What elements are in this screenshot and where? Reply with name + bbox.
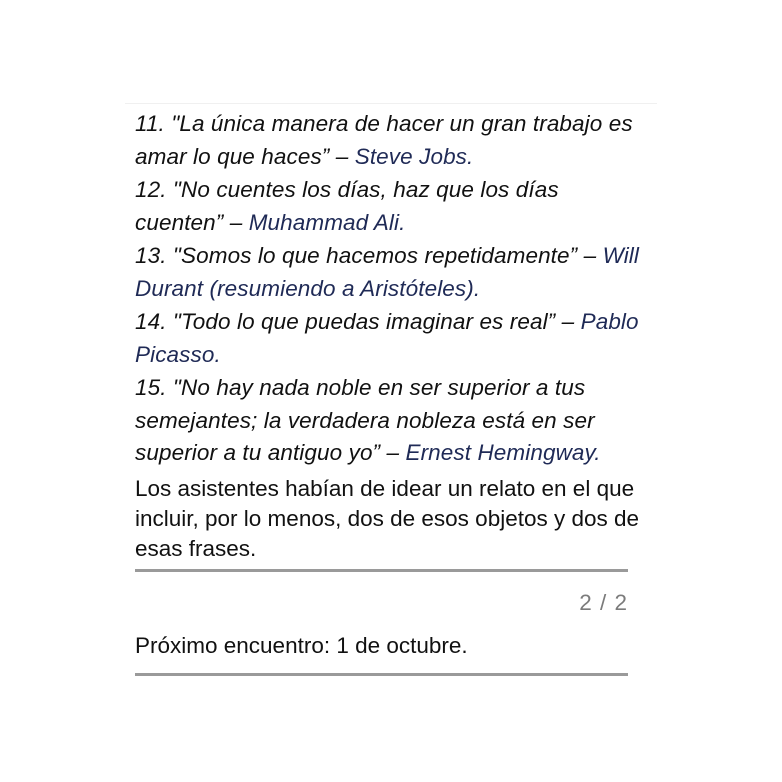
body-paragraph: Los asistentes habían de idear un relato en el que incluir, por lo menos, dos de esos objetos y dos de esas frases. [135,475,640,561]
quote-text: 11. "La única manera de hacer un gran trabajo es amar lo que haces” – [135,111,633,169]
next-meeting-text: Próximo encuentro: 1 de octubre. [135,633,468,658]
quote-text: 14. "Todo lo que puedas imaginar es real” – [135,309,581,334]
section-divider [135,569,628,572]
document-content [135,108,645,564]
quote-author: Steve Jobs. [354,143,474,169]
section-divider-bottom [135,673,628,676]
quote-author: Muhammad Ali. [248,209,406,235]
quote-14 [135,306,645,371]
quote-author: Will Durant (resumiendo a Aristóteles). [135,243,639,301]
page-counter: 2 / 2 [579,590,628,615]
quote-text: 15. "No hay nada noble en ser superior a tus semejantes; la verdadera nobleza está en ser superior a tu antiguo yo” – [135,375,595,465]
quote-12 [135,174,645,239]
quote-text: 13. "Somos lo que hacemos repetidamente” – [135,243,603,268]
top-divider [125,103,657,104]
quote-text: 12. "No cuentes los días, haz que los días cuenten” – [135,177,559,235]
quote-author: Ernest Hemingway. [405,440,601,465]
quote-11 [135,108,645,173]
quote-author: Pablo Picasso. [135,309,639,367]
quote-15 [135,372,645,470]
quote-13 [135,240,645,305]
